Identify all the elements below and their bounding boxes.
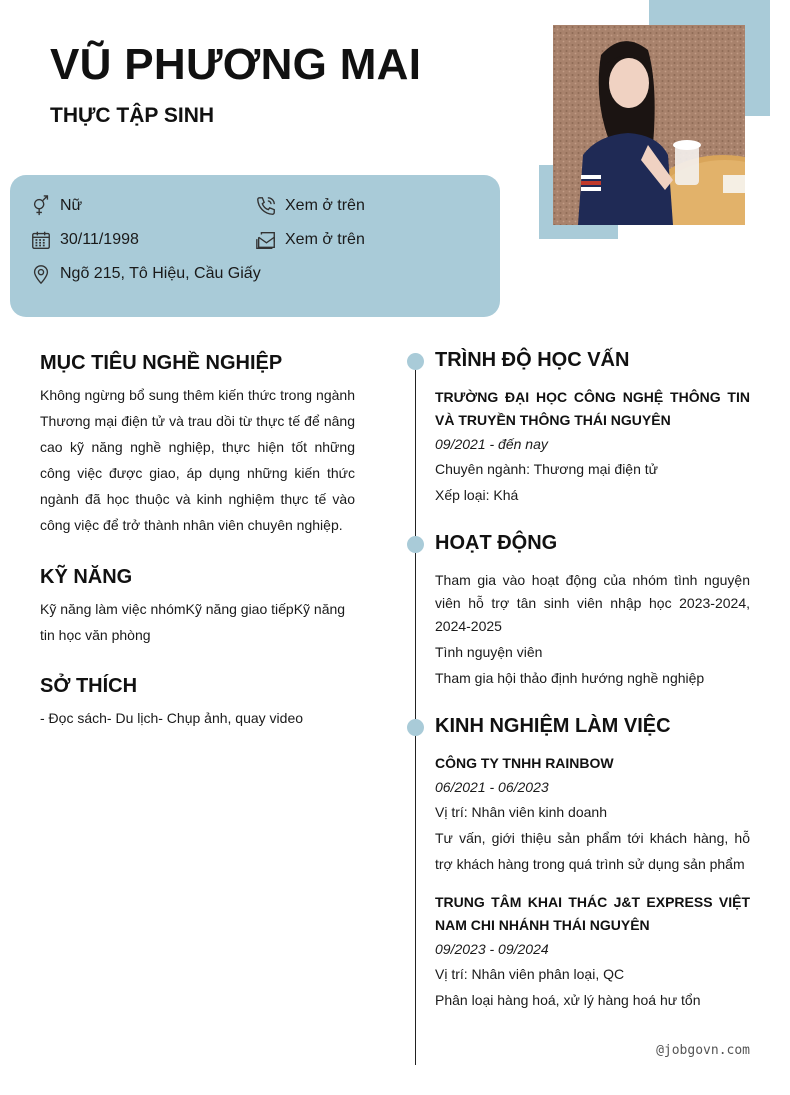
school-name: TRƯỜNG ĐẠI HỌC CÔNG NGHỆ THÔNG TIN VÀ TRUYỀN THÔNG THÁI NGUYÊN — [435, 389, 750, 428]
activity-item: Tình nguyện viên — [435, 644, 543, 660]
phone-icon — [255, 195, 277, 217]
timeline-dot-experience — [407, 719, 424, 736]
experience-heading: KINH NGHIỆM LÀM VIỆC — [435, 715, 671, 737]
email-value: Xem ở trên — [285, 231, 365, 248]
gender-value: Nữ — [60, 197, 83, 214]
contact-panel — [10, 175, 500, 317]
location-pin-icon — [30, 263, 52, 285]
hobbies-heading: SỞ THÍCH — [40, 675, 138, 697]
skills-heading: KỸ NĂNG — [40, 566, 133, 588]
activity-item: Tham gia hội thảo định hướng nghề nghiệp — [435, 670, 705, 686]
objective-heading: MỤC TIÊU NGHỀ NGHIỆP — [40, 352, 283, 374]
education-section — [435, 349, 750, 508]
calendar-icon — [30, 229, 52, 251]
job-position: Vị trí: Nhân viên phân loại, QC — [435, 966, 625, 982]
company-name: TRUNG TÂM KHAI THÁC J&T EXPRESS VIỆT NAM CHI NHÁNH THÁI NGUYÊN — [435, 894, 750, 933]
hobbies-section — [40, 675, 355, 731]
contact-phone — [255, 195, 365, 217]
objective-section — [40, 352, 355, 538]
activities-section — [435, 532, 750, 691]
gender-icon — [30, 195, 52, 217]
phone-value: Xem ở trên — [285, 197, 365, 214]
profile-photo — [553, 25, 745, 225]
email-icon — [255, 229, 277, 251]
profile-photo-illustration — [553, 25, 745, 225]
activities-heading: HOẠT ĐỘNG — [435, 532, 558, 554]
job-period: 06/2021 - 06/2023 — [435, 779, 549, 795]
timeline-dot-education — [407, 353, 424, 370]
candidate-name: VŨ PHƯƠNG MAI — [50, 40, 422, 89]
job-position: Vị trí: Nhân viên kinh doanh — [435, 804, 607, 820]
contact-email — [255, 229, 365, 251]
job-period: 09/2023 - 09/2024 — [435, 941, 549, 957]
skills-text: Kỹ năng làm việc nhómKỹ năng giao tiếpKỹ năng tin học văn phòng — [40, 601, 346, 643]
address-value: Ngõ 215, Tô Hiệu, Cầu Giấy — [60, 265, 261, 282]
timeline-line — [415, 357, 416, 1065]
contact-birthday — [30, 229, 139, 251]
timeline-dot-activities — [407, 536, 424, 553]
contact-address — [30, 263, 261, 285]
activity-item: Tham gia vào hoạt động của nhóm tình nguyện viên hỗ trợ tân sinh viên nhập học 2023-2024, 2024-2025 — [435, 572, 750, 634]
job-entry — [435, 891, 750, 1013]
birthday-value: 30/11/1998 — [60, 231, 139, 248]
education-grade: Xếp loại: Khá — [435, 487, 519, 503]
job-entry — [435, 752, 750, 877]
job-title: THỰC TẬP SINH — [50, 104, 215, 127]
hobbies-text: - Đọc sách- Du lịch- Chụp ảnh, quay video — [40, 710, 304, 726]
education-heading: TRÌNH ĐỘ HỌC VẤN — [435, 349, 630, 371]
watermark: @jobgovn.com — [656, 1043, 750, 1058]
company-name: CÔNG TY TNHH RAINBOW — [435, 755, 614, 771]
job-description: Tư vấn, giới thiệu sản phẩm tới khách hàng, hỗ trợ khách hàng trong quá trình sử dụng sản phẩm — [435, 830, 750, 872]
education-major: Chuyên ngành: Thương mại điện tử — [435, 461, 659, 477]
job-description: Phân loại hàng hoá, xử lý hàng hoá hư tổn — [435, 992, 701, 1008]
objective-text: Không ngừng bổ sung thêm kiến thức trong ngành Thương mại điện tử và trau dồi từ thực tế để nâng cao kỹ năng nghề nghiệp, thực hiện tốt những công việc được giao, áp dụng những kiến thức ngành đã học thuộc và kinh nghiệm thực tế vào công việc để trở thành nhân viên chuyên nghiệp. — [40, 387, 355, 533]
skills-section — [40, 566, 355, 648]
experience-section — [435, 715, 750, 1013]
contact-gender — [30, 195, 82, 217]
education-period: 09/2021 - đến nay — [435, 436, 548, 452]
